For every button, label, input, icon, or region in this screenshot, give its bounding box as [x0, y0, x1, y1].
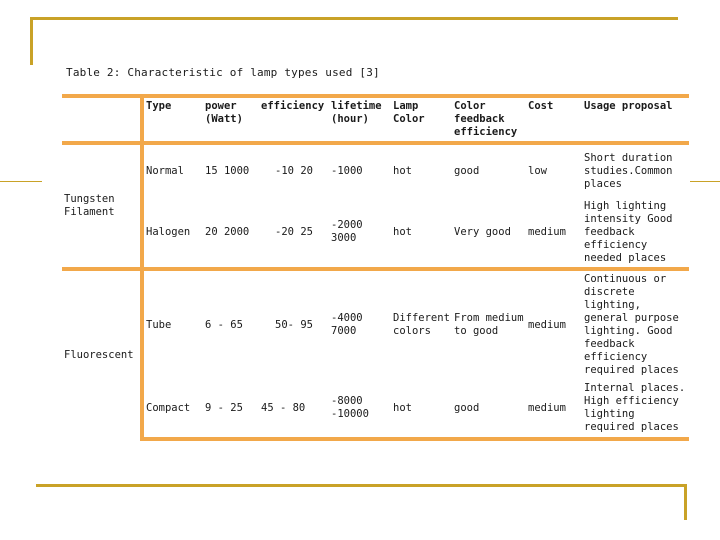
cell-cost: low [526, 143, 582, 197]
table-row [62, 197, 689, 269]
cell-lifetime: -4000 7000 [329, 269, 391, 379]
cell-lamp-color: hot [393, 225, 412, 238]
header-efficiency: efficiency [259, 96, 329, 143]
header-lamp-color: Lamp Color [391, 96, 452, 143]
cell-lifetime: -1000 [329, 143, 391, 197]
header-lifetime: lifetime (hour) [329, 96, 391, 143]
cell-type: Compact [142, 379, 203, 439]
cell-usage: High lighting intensity Good feedback efficiency needed places [584, 199, 673, 264]
cell-lifetime: -8000 -10000 [329, 379, 391, 439]
cell-cost: medium [526, 379, 582, 439]
cell-lamp-color: Different colors [391, 269, 452, 379]
cell-usage: Continuous or discrete lighting, general purpose lighting. Good feedback efficiency required places [582, 269, 689, 379]
cell-efficiency: 45 - 80 [259, 379, 329, 439]
table-row [62, 379, 689, 439]
header-color-feedback: Color feedback efficiency [452, 96, 526, 143]
frame-right-line [684, 484, 687, 520]
cell-lamp-color: hot [391, 143, 452, 197]
header-power: power (Watt) [203, 96, 259, 143]
cell-lifetime: -2000 3000 [331, 219, 363, 244]
cell-power: 15 1000 [203, 143, 259, 197]
cell-usage: Short duration studies.Common places [582, 143, 689, 197]
table-row [62, 269, 689, 379]
cell-power: 20 2000 [205, 225, 250, 238]
group-fluorescent: Fluorescent [62, 269, 142, 439]
frame-bottom-line [36, 484, 684, 487]
header-usage: Usage proposal [582, 96, 689, 143]
lamp-characteristics-table [62, 94, 689, 441]
cell-feedback: From medium to good [452, 269, 526, 379]
cell-efficiency: -10 20 [259, 143, 329, 197]
header-row [62, 96, 689, 143]
cell-usage: Internal places. High efficiency lighting required places [582, 379, 689, 439]
header-blank [62, 96, 142, 143]
group-tungsten: Tungsten Filament [62, 143, 142, 269]
cell-feedback: Very good [454, 225, 511, 238]
cell-power: 6 - 65 [203, 269, 259, 379]
header-cost: Cost [526, 96, 582, 143]
table-row [62, 143, 689, 197]
frame-top-line [30, 17, 678, 20]
table-caption: Table 2: Characteristic of lamp types used [3] [66, 66, 380, 79]
cell-efficiency: -20 25 [275, 225, 313, 238]
frame-right-tick [690, 181, 720, 182]
frame-left-tick [0, 181, 42, 182]
cell-feedback: good [452, 379, 526, 439]
cell-cost: medium [526, 269, 582, 379]
cell-type: Normal [142, 143, 203, 197]
header-type: Type [142, 96, 203, 143]
cell-lamp-color: hot [391, 379, 452, 439]
cell-feedback: good [452, 143, 526, 197]
cell-power: 9 - 25 [203, 379, 259, 439]
cell-cost: medium [528, 225, 566, 238]
cell-efficiency: 50- 95 [259, 269, 329, 379]
cell-type: Tube [142, 269, 203, 379]
cell-type: Halogen [146, 225, 191, 238]
frame-left-line [30, 17, 33, 65]
